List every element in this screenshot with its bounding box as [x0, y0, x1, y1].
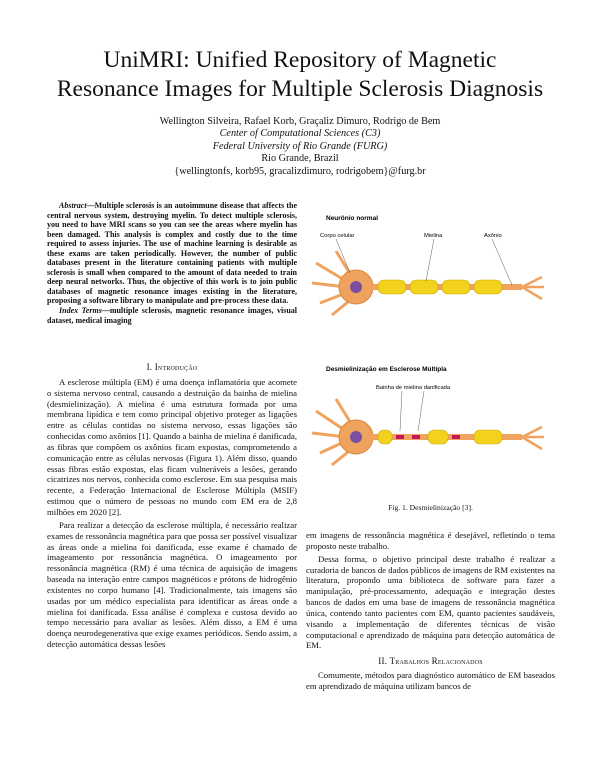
section-1-paragraph-2: Para realizar a detecção da esclerose múltipla, é necessário realizar exames de ressonância magnética para que possa ser possível visualizar as áreas onde a mielina foi danificada, esse exame é chamado de imageamento por ressonância magnética. O imageamento por ressonância magnética (RM) é uma técnica de aquisição de imagens baseada na interação entre campos magnéticos e prótons de hidrogênio existentes no corpo humano [4]. Tradicionalmente, tais imagens são usadas por um médico especialista para identificar as áreas onde a mielina foi danificada. Essa análise é complexa e custosa devido ao tempo necessário para avaliar as lesões. Além disso, a EM é uma doença neurodegenerativa que exige exames periódicos. Sendo assim, a detecção automática dessas lesões	[47, 519, 297, 650]
section-1-heading: I. Introdução	[146, 362, 198, 372]
label-damaged-sheath: Bainha de mielina danificada	[376, 385, 451, 391]
index-terms-label: Index Terms	[59, 306, 102, 316]
section-2-heading: II. Trabalhos Relacionados	[378, 656, 483, 667]
title-line-2: Resonance Images for Multiple Sclerosis Diagnosis	[56, 76, 544, 102]
figure-caption: Fig. 1. Desmielinização [3].	[388, 503, 473, 512]
author-center: Center of Computational Sciences (C3)	[219, 128, 381, 140]
paper-title	[40, 46, 560, 104]
neuron-demyelinated	[312, 391, 544, 465]
author-city: Rio Grande, Brazil	[261, 153, 339, 165]
author-block	[60, 116, 540, 178]
abstract	[47, 201, 297, 325]
index-terms-text: —multiple sclerosis, magnetic resonance images, visual dataset, medical imaging	[47, 306, 298, 325]
section-2-paragraph-1: Comumente, métodos para diagnóstico automático de EM baseados em aprendizado de máquina utilizam bancos de	[306, 670, 555, 691]
neuron-normal	[312, 239, 544, 315]
abstract-label: Abstract	[59, 201, 87, 210]
section-1	[47, 362, 297, 650]
abstract-text: —Multiple sclerosis is an autoimmune disease that affects the central nervous system, destroying myelin. To detect multiple sclerosis, you need to have MRI scans so you can see the areas where myelin has been damaged. This analysis is complex and costly due to the time required to assess injuries. The use of machine learning is desirable as these exams are taken periodically. However, the number of public databases present in the literature containing patients with multiple sclerosis is small when compared to the amount of data needed to train deep neural networks. Thus, the objective of this work is to join public databases of magnetic resonance images existing in the literature, proposing a software library to manipulate and pre-process these data.	[47, 201, 297, 306]
author-emails: {wellingtonfs, korb95, gracalizdimuro, rodrigobem}@furg.br	[174, 165, 426, 177]
section-1-paragraph-1: A esclerose múltipla (EM) é uma doença inflamatória que acomete o sistema nervoso central, causando a destruição da bainha de mielina (desmielinização). A mielina é uma estrutura formada por uma membrana lipídica e tem como principal objetivo proteger as ligações entre as células contidas no sistema nervoso, essas ligações são conhecidas como axônios [1]. Quando a bainha de mielina é danificada, as fibras que compõem os axônios ficam expostas, comprometendo a comunicação entre as células nervosas (Figura 1). Além disso, quando essas fibras estão expostas, elas ficam vulneráveis a lesões, gerando cicatrizes nos nervos, conhecida como esclerose. Em sua pesquisa mais recente, a Federação Internacional de Esclerose Múltipla (MSIF) estimou que o número de pessoas no mundo com EM era de 2,8 milhões em 2020 [2].	[47, 376, 297, 517]
figure-bottom-title: Desmielinização em Esclerose Múltipla	[326, 366, 447, 373]
figure-top-title: Neurônio normal	[326, 215, 379, 222]
figure-demyelination	[306, 203, 556, 503]
title-line-1: UniMRI: Unified Repository of Magnetic	[103, 47, 497, 73]
index-terms	[47, 306, 297, 325]
abstract-paragraph	[47, 201, 297, 306]
section-1-paragraph-2-continued: em imagens de ressonância magnética é desejável, refletindo o tema proposto neste trabalho.	[306, 530, 555, 551]
label-myelin: Mielina	[424, 233, 443, 239]
section-1-paragraph-3: Dessa forma, o objetivo principal deste trabalho é realizar a curadoria de bancos de dados públicos de imagens de RM existentes na literatura, propondo uma biblioteca de software para fazer a manipulação, pré-processamento, adequação e integração destes bancos de dados em uma base de imagens de ressonância magnética única, contendo tanto pacientes com EM, quanto pacientes saudáveis, visando a implementação de diferentes técnicas de visão computacional e aprendizado de máquina para detecção automática de EM.	[306, 553, 555, 651]
right-column-text	[306, 530, 555, 692]
author-university: Federal University of Rio Grande (FURG)	[212, 140, 388, 152]
label-axon: Axônio	[484, 233, 502, 239]
label-cell-body: Corpo celular	[320, 233, 355, 239]
author-names: Wellington Silveira, Rafael Korb, Graçaliz Dimuro, Rodrigo de Bem	[159, 116, 441, 127]
